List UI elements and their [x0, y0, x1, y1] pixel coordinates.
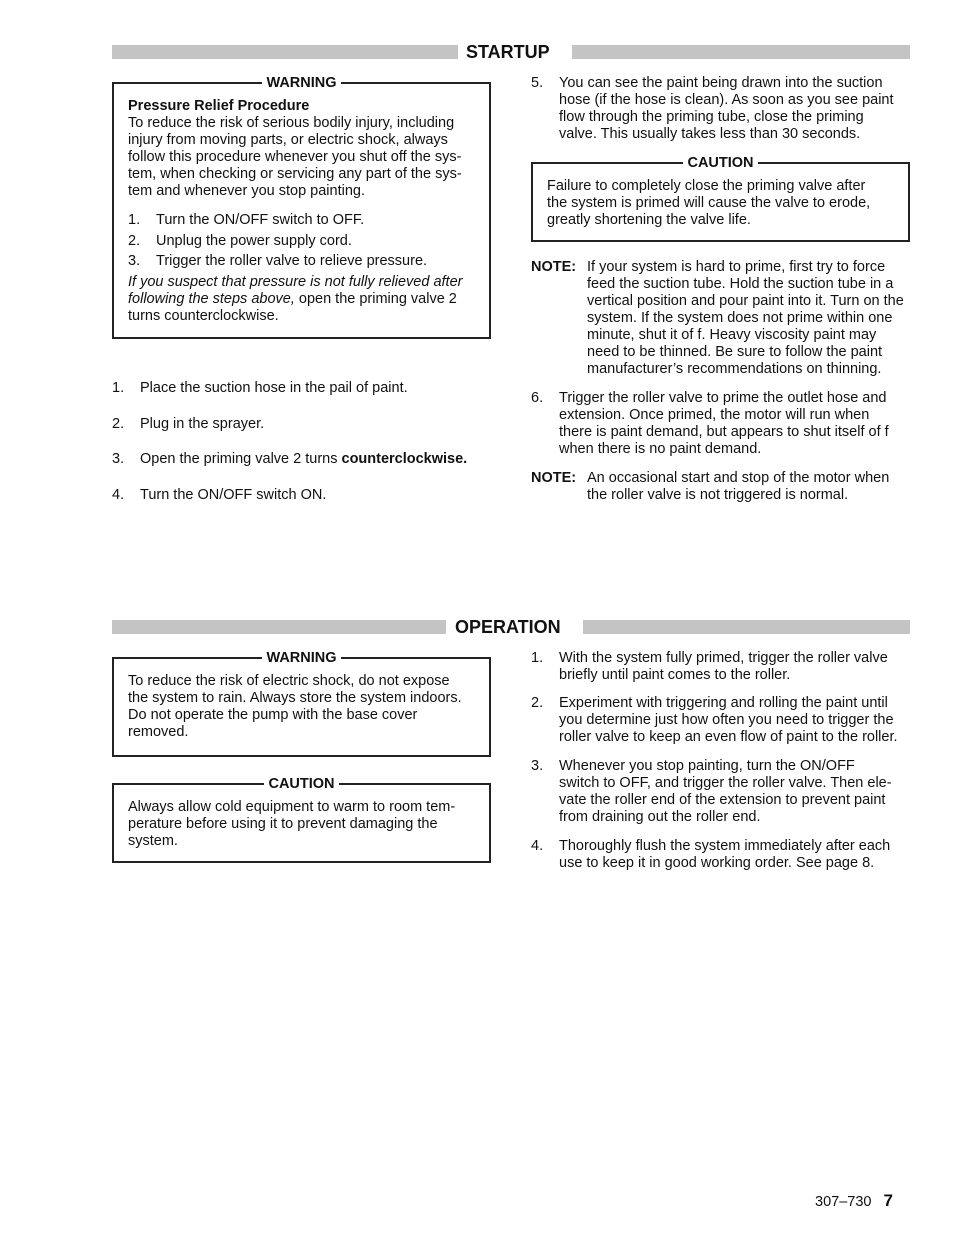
doc-number: 307–730 — [815, 1194, 872, 1210]
warning-line: tem and whenever you stop painting. — [128, 183, 365, 199]
warning-line: the system to rain. Always store the system indoors. — [128, 690, 462, 706]
caution-line: Failure to completely close the priming valve after — [547, 178, 866, 194]
caution-line: perature before using it to prevent damaging the — [128, 816, 438, 832]
section-rule-left — [112, 620, 446, 634]
caution-line: greatly shortening the valve life. — [547, 212, 751, 228]
caution-line: the system is primed will cause the valve to erode, — [547, 195, 871, 211]
warning-box — [112, 650, 491, 757]
page-number: 7 — [883, 1191, 893, 1210]
section-rule-right — [572, 45, 910, 59]
section-rule-left — [112, 45, 458, 59]
warning-line: tem, when checking or servicing any part of the sys- — [128, 166, 462, 182]
warning-line: To reduce the risk of electric shock, do not expose — [128, 673, 450, 689]
caution-box — [112, 776, 491, 863]
page-footer — [815, 1192, 893, 1211]
warning-line: To reduce the risk of serious bodily injury, including — [128, 115, 455, 131]
warning-line: removed. — [128, 724, 189, 740]
caution-label: CAUTION — [683, 155, 757, 171]
warning-label: WARNING — [262, 650, 340, 666]
caution-label: CAUTION — [264, 776, 338, 792]
warning-box: WARNING Pressure Relief Procedure To reduce the risk of serious bodily injury, including injury from moving parts, or electric shock, always follow this procedure whenever you shut off the sys- tem, when checking or servicing any part of the sys- tem and whenever you stop painting. 1. Turn the ON/OFF switch to OFF. 2. Unplug the power supply cord. 3. Trigger the roller valve to relieve pressure. If you suspect that pressure is not fully relieved after following the steps above, open the priming valve 2 turns counterclockwise. — [112, 82, 491, 339]
procedure-heading: Pressure Relief Procedure — [128, 98, 310, 114]
warning-body — [128, 98, 477, 200]
warning-line: Do not operate the pump with the base cover — [128, 707, 418, 723]
caution-line: Always allow cold equipment to warm to room tem- — [128, 799, 456, 815]
warning-line: follow this procedure whenever you shut off the sys- — [128, 149, 462, 165]
warning-line: injury from moving parts, or electric shock, always — [128, 132, 448, 148]
caution-box — [531, 155, 910, 242]
operation-heading: OPERATION — [449, 616, 567, 638]
caution-line: system. — [128, 833, 178, 849]
section-rule-right — [583, 620, 910, 634]
startup-heading: STARTUP — [460, 41, 556, 63]
warning-label: WARNING — [262, 75, 340, 91]
relief-note: If you suspect that pressure is not fully relieved after following the steps above, open the priming valve 2 turns counterclockwise. — [128, 274, 463, 324]
